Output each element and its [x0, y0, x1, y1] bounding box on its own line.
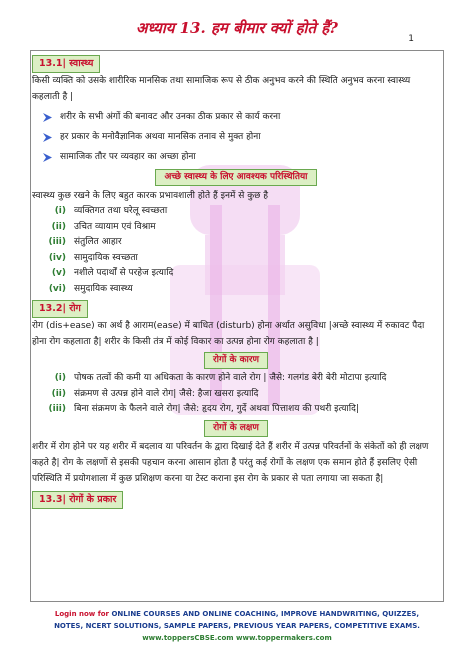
health-definition: किसी व्यक्ति को उसके शारीरिक मानसिक तथा सामाजिक रूप से ठीक अनुभव करने की स्थिति अनुभव करना स्वास्थ्य कहलाती है | — [32, 76, 411, 102]
footer-website-links[interactable]: www.toppersCBSE.com www.toppermakers.com — [142, 634, 332, 642]
list-item — [32, 387, 440, 403]
list-text: संक्रमण से उत्पन्न होने वाले रोग| जैसे: हैजा खसरा इत्यादि — [74, 388, 259, 399]
footer-line-1 — [0, 608, 474, 620]
list-number: (ii) — [51, 221, 66, 232]
list-text: समुदायिक स्वास्थ्य — [74, 283, 133, 294]
list-item — [32, 127, 440, 147]
section-heading-disease: 13.2| रोग — [32, 300, 88, 318]
list-item — [32, 266, 440, 282]
footer-login-lead: Login now for — [54, 610, 110, 618]
list-item — [32, 107, 440, 127]
page-number: 1 — [408, 34, 414, 44]
list-text: बिना संक्रमण के फैलने वाले रोग| जैसे: हृदय रोग, गुर्दे अथवा पित्ताशय की पथरी इत्यादि| — [74, 404, 359, 414]
arrow-bullet-icon — [42, 127, 60, 147]
list-number: (ii) — [51, 388, 66, 399]
list-text: व्यक्तिगत तथा घरेलू स्वच्छता — [74, 206, 168, 216]
conditions-list — [32, 204, 440, 297]
list-item — [32, 282, 440, 298]
symptoms-paragraph: शरीर में रोग होने पर यह शरीर में बदलाव या परिवर्तन के द्वारा दिखाई देते हैं शरीर में उत्पन्न परिवर्तनों के संकेतों को ही लक्षण कहते है| रोग के लक्षणों से इसकी पहचान करना आसान होता है परंतु कई रोगों के लक्षण एक समान होते हैं इसलिए ऐसी परिस्थिति में प्रयोगशाला में कुछ प्रशिक्षण करना या टेस्ट कराना इस रोग के प्रकार से पता लगाया जा सकता है| — [32, 441, 429, 484]
chapter-title: अध्याय 13. हम बीमार क्यों होते हैं? — [136, 19, 338, 37]
footer-courses-text: ONLINE COURSES AND ONLINE COACHING, IMPROVE HANDWRITING, QUIZZES, — [109, 610, 420, 618]
footer-line-2: NOTES, NCERT SOLUTIONS, SAMPLE PAPERS, PREVIOUS YEAR PAPERS, COMPETITIVE EXAMS. — [54, 622, 420, 630]
list-number: (iii) — [48, 404, 66, 414]
list-number: (iii) — [48, 237, 66, 247]
arrow-bullet-icon — [42, 147, 60, 167]
list-number: (vi) — [48, 283, 66, 294]
list-text: उचित व्यायाम एवं विश्राम — [74, 221, 156, 232]
section-heading-disease-types: 13.3| रोगों के प्रकार — [32, 491, 123, 509]
arrow-bullet-icon — [42, 107, 60, 127]
footer — [0, 608, 474, 644]
list-text: सामुदायिक स्वच्छता — [74, 252, 138, 263]
bullet-text: शरीर के सभी अंगों की बनावट और उनका ठीक प्रकार से कार्य करना — [60, 112, 281, 122]
list-text: पोषक तत्वों की कमी या अधिकता के कारण होने वाले रोग | जैसे: गलगंड बेरी बेरी मोटापा इत्यादि — [74, 373, 387, 383]
list-item — [32, 371, 440, 387]
conditions-heading: अच्छे स्वास्थ्य के लिए आवश्यक परिस्थितिया — [155, 169, 316, 186]
bullet-text: हर प्रकार के मनोवैज्ञानिक अथवा मानसिक तनाव से मुक्त होना — [60, 132, 261, 142]
bullet-text: सामाजिक तौर पर व्यवहार का अच्छा होना — [60, 152, 196, 162]
list-number: (i) — [54, 373, 66, 383]
list-text: संतुलित आहार — [74, 237, 122, 247]
conditions-intro: स्वास्थ्य कुछ रखने के लिए बहुत कारक प्रभावशाली होते हैं इनमें से कुछ है — [32, 191, 269, 201]
section-heading-health: 13.1| स्वास्थ्य — [32, 55, 100, 73]
list-item — [32, 147, 440, 167]
symptoms-heading: रोगों के लक्षण — [204, 420, 268, 437]
list-number: (i) — [54, 206, 66, 216]
list-number: (iv) — [48, 252, 66, 263]
disease-definition: रोग (dis+ease) का अर्थ है आराम(ease) में बाधित (disturb) होना अर्थात असुविधा |अच्छे स्वास्थ्य में रुकावट पैदा होना रोग कहलाता है| शरीर के किसी तंत्र में कोई विकार का उत्पन्न होना रोग कहलाता है | — [32, 321, 425, 347]
list-item — [32, 204, 440, 220]
causes-heading: रोगों के कारण — [204, 352, 268, 369]
list-item — [32, 220, 440, 236]
list-item — [32, 251, 440, 267]
main-content — [32, 53, 440, 509]
list-number: (v) — [51, 268, 66, 278]
causes-list — [32, 371, 440, 418]
list-item — [32, 402, 440, 418]
list-item — [32, 235, 440, 251]
health-bullet-list — [32, 107, 440, 167]
list-text: नशीले पदार्थों से परहेज इत्यादि — [74, 268, 174, 278]
